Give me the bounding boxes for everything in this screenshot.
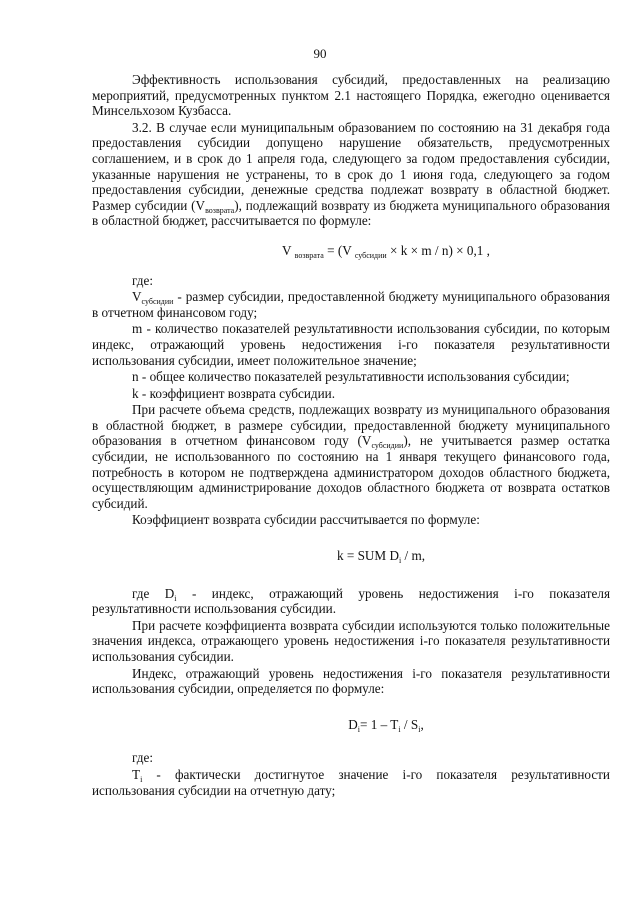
definition-n: n - общее количество показателей результативности использования субсидии; [132, 369, 570, 385]
definition-text: - индекс, отражающий уровень недостижения i-го показателя результативности использования субсидии. [92, 585, 611, 617]
formula-part: = (V [323, 242, 355, 258]
formula-subscript: i [418, 724, 421, 734]
formula-di [92, 717, 610, 733]
definition-text: - фактически достигнутое значение i-го показателя результативности использования субсидии на отчетную дату; [92, 766, 610, 798]
formula-v-vozvrata [92, 243, 610, 259]
paragraph-text: При расчете объема средств, подлежащих возврату из муниципального образования в областной бюджет, в размере субсидии, предоставленной бюджету муниципального образования в отчетном финансовом году (V [92, 402, 610, 449]
paragraph-calculation [92, 402, 610, 511]
definition-k: k - коэффициент возврата субсидии. [132, 385, 335, 401]
paragraph-text: ), не учитывается размер остатка субсидии, не использованного по состоянию на 1 января текущего финансового года, потребность в котором не подтверждена администратором доходов областного бюджета, осуществляющим администрирование доходов областного бюджета от возврата остатков субсидий. [92, 433, 611, 511]
formula-part: / m, [401, 548, 426, 564]
definition-symbol: V [132, 289, 142, 305]
formula-subscript: i [357, 724, 361, 734]
subscript-vozvrata: возврата [205, 205, 235, 215]
formula-subscript: возврата [294, 250, 324, 260]
paragraph-index-intro: Индекс, отражающий уровень недостижения i-го показателя результативности использования субсидии, определяется по формуле: [92, 665, 610, 697]
paragraph-3-2-text-a: 3.2. В случае если муниципальным образованием по состоянию на 31 декабря года предоставления субсидии допущено нарушение обязательств, предусмотренных соглашением, и в срок до 1 апреля года, следующего за годом предоставления субсидии, указанные нарушения не устранены, то в срок до 1 июня года, следующего за годом предоставления субсидии, денежные средства подлежат возврату в областной бюджет. Размер субсидии (V [92, 119, 610, 213]
paragraph-coefficient-intro: Коэффициент возврата субсидии рассчитывается по формуле: [132, 512, 480, 528]
definition-subscript: субсидии [141, 297, 174, 307]
formula-part: = 1 – T [360, 716, 399, 732]
where-label: где: [132, 272, 153, 288]
formula-part: D [348, 716, 358, 732]
paragraph-efficiency: Эффективность использования субсидий, предоставленных на реализацию мероприятий, предусмотренных пунктом 2.1 настоящего Порядка, ежегодно оценивается Минсельхозом Кузбасса. [92, 72, 610, 119]
paragraph-3-2-text-b: ), подлежащий возврату из бюджета муниципального образования в областной бюджет, рассчитывается по формуле: [92, 197, 610, 229]
formula-k [92, 548, 610, 564]
formula-subscript: i [398, 556, 402, 566]
formula-part: / S [400, 716, 419, 732]
definition-v-subsidii [92, 289, 610, 320]
definition-symbol: T [132, 766, 141, 782]
formula-subscript: субсидии [354, 250, 387, 260]
definition-m: m - количество показателей результативности использования субсидии, по которым индекс, отражающий уровень недостижения i-го показателя результативности использования субсидии, имеет положительное значение; [92, 321, 610, 368]
document-body [92, 72, 610, 799]
formula-part: V [282, 242, 295, 258]
formula-part: × k × m / n) × 0,1 , [386, 242, 490, 258]
paragraph-3-2 [92, 120, 610, 229]
where-label-2: где: [132, 750, 153, 766]
definition-text: - размер субсидии, предоставленной бюджету муниципального образования в отчетном финансовом году; [92, 289, 610, 320]
formula-part: , [420, 716, 424, 732]
definition-subscript: i [174, 593, 177, 603]
page-number: 90 [313, 46, 327, 61]
paragraph-positive-values: При расчете коэффициента возврата субсидии используются только положительные значения индекса, отражающего уровень недостижения i-го показателя результативности использования субсидии. [92, 617, 610, 664]
definition-subscript: i [140, 774, 143, 784]
definition-symbol: где D [132, 585, 175, 601]
formula-subscript: i [398, 724, 401, 734]
definition-ti [92, 767, 610, 798]
definition-di [92, 586, 610, 617]
formula-part: k = SUM D [336, 548, 399, 564]
paragraph-subscript: субсидии [371, 441, 404, 451]
